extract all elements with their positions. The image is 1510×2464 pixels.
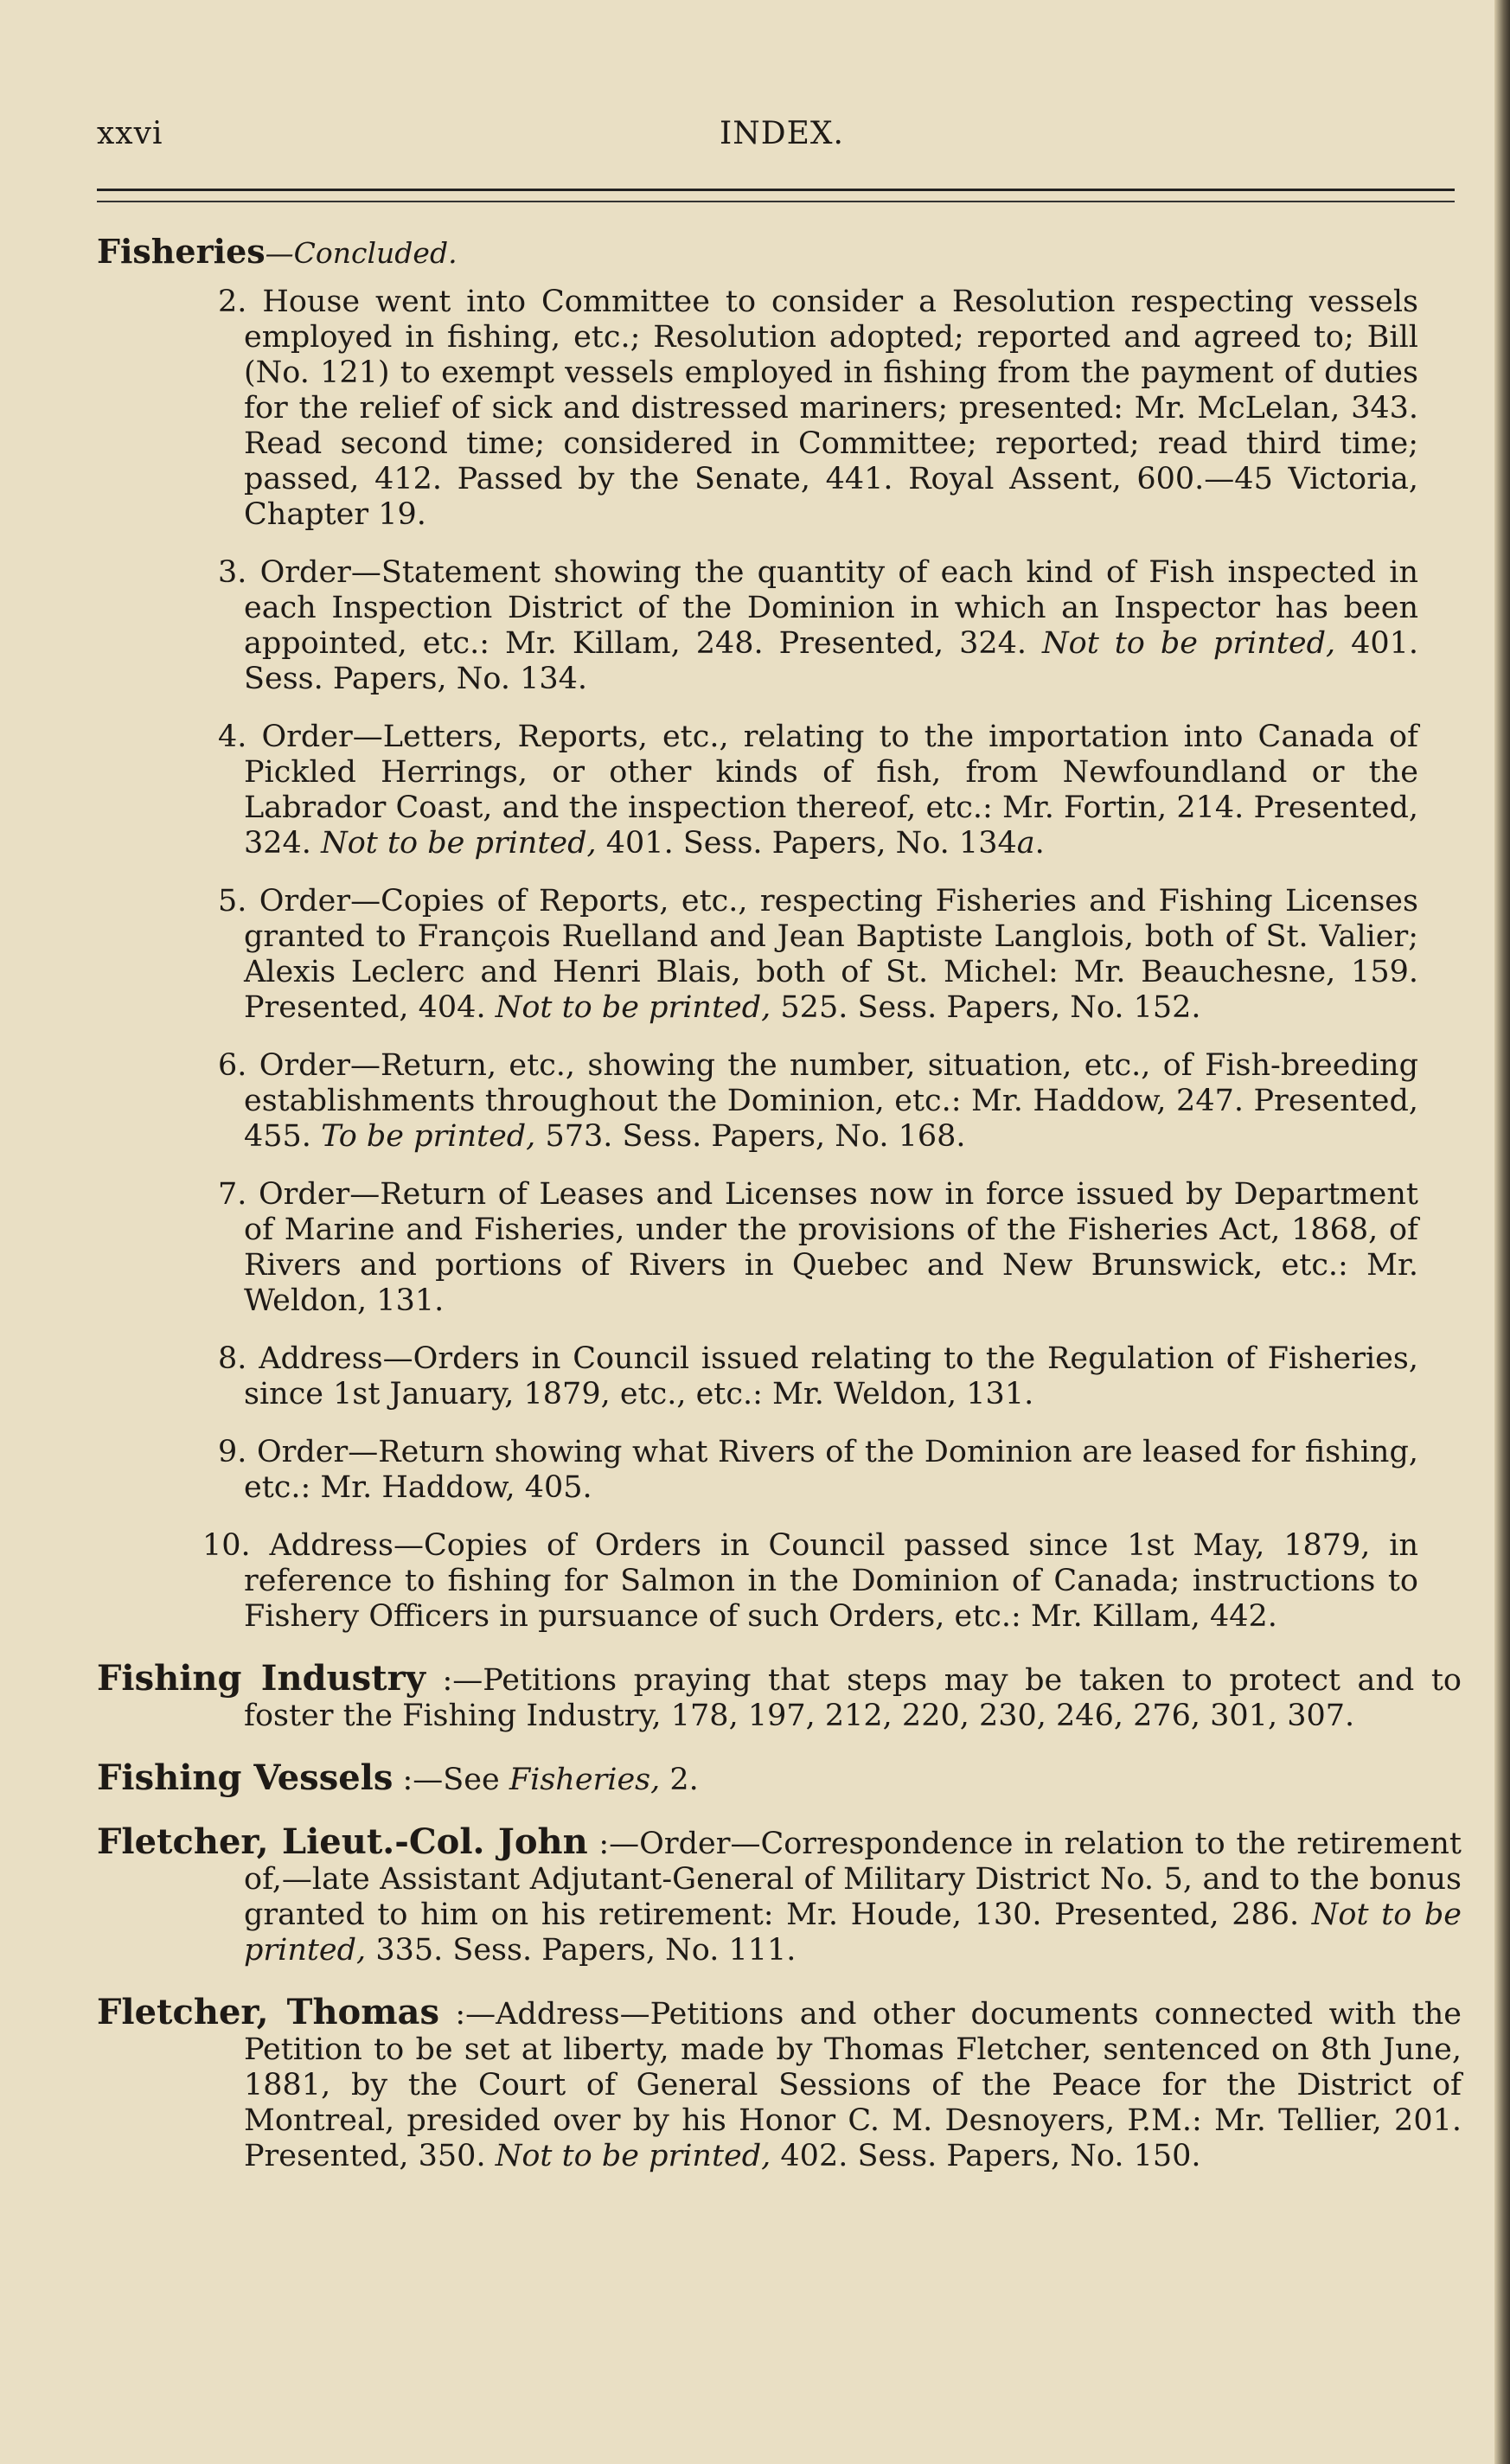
index-entry xyxy=(97,1658,1462,1734)
index-item xyxy=(97,285,1418,533)
item-number: 3. xyxy=(218,555,260,590)
italic-text: Not to be printed, xyxy=(495,990,771,1025)
entry-heading: Fletcher, Thomas xyxy=(97,1992,439,2032)
italic-text: To be printed, xyxy=(321,1119,536,1154)
body-text: Order—Copies of Reports, etc., respecting Fisheries and Fishing Licenses granted to François Ruelland and Jean Baptiste Langlois, both of St. Valier; Alexis Leclerc and Henri Blais, both of St. Michel: Mr. Beauchesne, 159. Presented, 404. xyxy=(244,884,1418,1025)
body-text: 573. Sess. Papers, No. 168. xyxy=(535,1119,966,1154)
page-title: INDEX. xyxy=(720,116,844,151)
index-entry xyxy=(97,1757,1462,1798)
body-text: Address—Orders in Council issued relating to the Regulation of Fisheries, since 1st January, 1879, etc., etc.: Mr. Weldon, 131. xyxy=(244,1341,1418,1411)
body-text: 2. xyxy=(660,1763,699,1797)
italic-text: a xyxy=(1016,826,1035,861)
body-text: 402. Sess. Papers, No. 150. xyxy=(771,2139,1201,2173)
section-continuation: —Concluded. xyxy=(265,236,457,270)
item-number: 7. xyxy=(218,1177,259,1212)
index-content xyxy=(97,232,1463,2197)
italic-text: Not to be printed, xyxy=(1042,626,1336,661)
page-edge xyxy=(1494,0,1510,2464)
section-heading xyxy=(97,232,1463,271)
body-text: Order—Letters, Reports, etc., relating to the importation into Canada of Pickled Herrings, or other kinds of fish, from Newfoundland or the Labrador Coast, and the inspection thereof, etc.: Mr. Fortin, 214. Presented, 324. xyxy=(244,720,1418,861)
body-text: House went into Committee to consider a Resolution respecting vessels employed in fishing, etc.; Resolution adopted; reported and agreed to; Bill (No. 121) to exempt vessels employed in fishing from the payment of duties for the relief of sick and distressed mariners; presented: Mr. McLelan, 343. Read second time; considered in Committee; reported; read third time; passed, 412. Passed by the Senate, 441. Royal Assent, 600.—45 Victoria, Chapter 19. xyxy=(244,285,1418,532)
body-text: Order—Statement showing the quantity of each kind of Fish inspected in each Inspection District of the Dominion in which an Inspector has been appointed, etc.: Mr. Killam, 248. Presented, 324. xyxy=(244,555,1418,661)
body-text: 401. Sess. Papers, No. 134 xyxy=(596,826,1017,861)
item-number: 6. xyxy=(218,1048,259,1083)
entry-heading: Fletcher, Lieut.-Col. John xyxy=(97,1821,588,1862)
item-number: 9. xyxy=(218,1435,257,1469)
body-text: . xyxy=(1034,826,1045,861)
body-text: 335. Sess. Papers, No. 111. xyxy=(366,1933,797,1968)
body-text: :—Order—Correspondence in relation to the retirement of,—late Assistant Adjutant-General of Military District No. 5, and to the bonus granted to him on his retirement: Mr. Houde, 130. Presented, 286. xyxy=(244,1827,1462,1932)
index-item xyxy=(97,555,1418,697)
index-item xyxy=(97,1048,1418,1155)
body-text: Order—Return of Leases and Licenses now in force issued by Department of Marine and Fisheries, under the provisions of the Fisheries Act, 1868, of Rivers and portions of Rivers in Quebec and New Brunswick, etc.: Mr. Weldon, 131. xyxy=(244,1177,1418,1318)
index-item xyxy=(97,1528,1418,1635)
body-text: :—Petitions praying that steps may be taken to protect and to foster the Fishing Industry, 178, 197, 212, 220, 230, 246, 276, 301, 307. xyxy=(244,1663,1462,1733)
body-text: :—See xyxy=(393,1763,509,1797)
body-text: Order—Return showing what Rivers of the Dominion are leased for fishing, etc.: Mr. Haddow, 405. xyxy=(244,1435,1418,1505)
body-text: 525. Sess. Papers, No. 152. xyxy=(771,990,1201,1025)
italic-text: Not to be printed, xyxy=(321,826,597,861)
index-item xyxy=(97,1177,1418,1319)
index-entries xyxy=(97,1658,1463,2174)
body-text: Order—Return, etc., showing the number, situation, etc., of Fish-breeding establishments throughout the Dominion, etc.: Mr. Haddow, 247. Presented, 455. xyxy=(244,1048,1418,1154)
index-item xyxy=(97,1341,1418,1412)
item-number: 5. xyxy=(218,884,259,918)
item-number: 8. xyxy=(218,1341,259,1376)
body-text: 401. Sess. Papers, No. 134. xyxy=(244,626,1419,696)
body-text: :—Address—Petitions and other documents connected with the Petition to be set at liberty, made by Thomas Fletcher, sentenced on 8th June, 1881, by the Court of General Sessions of the Peace for the District of Montreal, presided over by his Honor C. M. Desnoyers, P.M.: Mr. Tellier, 201. Presented, 350. xyxy=(244,1997,1462,2173)
index-item xyxy=(97,884,1418,1026)
entry-heading: Fishing Industry xyxy=(97,1658,425,1699)
italic-text: Fisheries, xyxy=(509,1763,661,1797)
header-rule xyxy=(97,189,1455,191)
index-entry xyxy=(97,1821,1462,1968)
page-header xyxy=(97,116,1455,168)
italic-text: Not to be printed, xyxy=(495,2139,771,2173)
index-item xyxy=(97,1435,1418,1506)
header-rule-secondary xyxy=(97,201,1455,202)
item-number: 4. xyxy=(218,720,262,754)
entry-heading: Fishing Vessels xyxy=(97,1757,393,1798)
page-number: xxvi xyxy=(97,116,163,151)
section-name: Fisheries xyxy=(97,232,266,271)
item-number: 2. xyxy=(218,285,263,319)
index-entry xyxy=(97,1994,1462,2174)
index-item xyxy=(97,720,1418,861)
body-text: Address—Copies of Orders in Council passed since 1st May, 1879, in reference to fishing for Salmon in the Dominion of Canada; instructions to Fishery Officers in pursuance of such Orders, etc.: Mr. Killam, 442. xyxy=(244,1528,1418,1634)
section-items xyxy=(97,285,1463,1635)
item-number: 10. xyxy=(202,1528,270,1563)
italic-text: Not to be printed, xyxy=(244,1898,1462,1968)
